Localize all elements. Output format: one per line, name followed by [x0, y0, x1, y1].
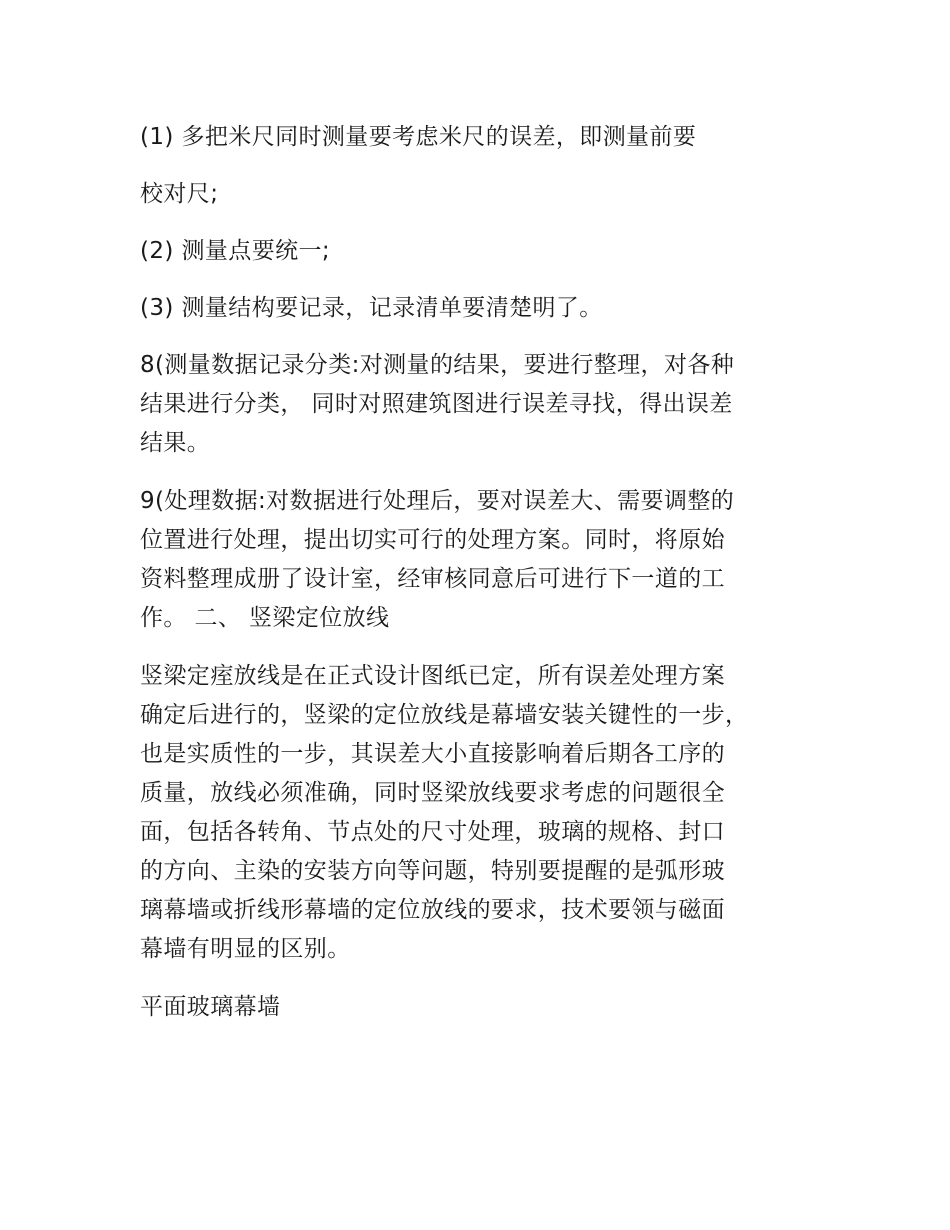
- paragraph-item-3: [140, 289, 820, 328]
- text-line: 校对尺;: [140, 181, 219, 207]
- text-line: 平面玻璃幕墙: [140, 994, 281, 1020]
- text-line: 幕墙有明显的区别。: [140, 936, 351, 962]
- text-line: 作。 二、 竖梁定位放线: [140, 605, 390, 631]
- text-line: (3) 测量结构要记录，记录清单要清楚明了。: [140, 295, 603, 321]
- section-heading-flat-glass-curtain-wall: [140, 988, 820, 1027]
- text-line: 璃幕墙或折线形幕墙的定位放线的要求，技术要领与磁面: [140, 897, 725, 923]
- text-line: 结果进行分类， 同时对照建筑图进行误差寻找，得出误差: [140, 391, 733, 417]
- text-line: 竖梁定痓放线是在正式设计图纸已定，所有误差处理方案: [140, 663, 725, 689]
- text-line: 质量，放线必须准确，同时竖梁放线要求考虑的问题很全: [140, 780, 725, 806]
- text-line: 资料整理成册了设计室，经审核同意后可进行下一道的工: [140, 566, 725, 592]
- text-line: 结果。: [140, 430, 211, 456]
- text-line: 面，包括各转角、节点处的尺寸处理，玻璃的规格、封口: [140, 819, 725, 845]
- paragraph-vertical-beam-layout: [140, 657, 820, 969]
- text-line: 位置进行处理，提出切实可行的处理方案。同时，将原始: [140, 527, 725, 553]
- text-line: 也是实质性的一步，其误差大小直接影响着后期各工序的: [140, 741, 725, 767]
- text-line: 8(测量数据记录分类:对测量的结果，要进行整理，对各种: [140, 352, 735, 378]
- text-line: (2) 测量点要统一;: [140, 238, 331, 264]
- paragraph-step-9: [140, 482, 820, 638]
- paragraph-item-2: [140, 232, 820, 271]
- paragraph-item-1: [140, 118, 820, 157]
- text-line: 的方向、主染的安装方向等问题，特别要提醒的是弧形玻: [140, 858, 725, 884]
- paragraph-item-1-continued: [140, 175, 820, 214]
- text-line: (1) 多把米尺同时测量要考虑米尺的误差，即测量前要: [140, 124, 697, 150]
- text-line: 9(处理数据:对数据进行处理后，要对误差大、需要调整的: [140, 488, 735, 514]
- text-line: 确定后进行的，竖梁的定位放线是幕墙安装关键性的一步，: [140, 702, 749, 728]
- paragraph-step-8: [140, 346, 820, 463]
- document-body: [140, 118, 820, 1027]
